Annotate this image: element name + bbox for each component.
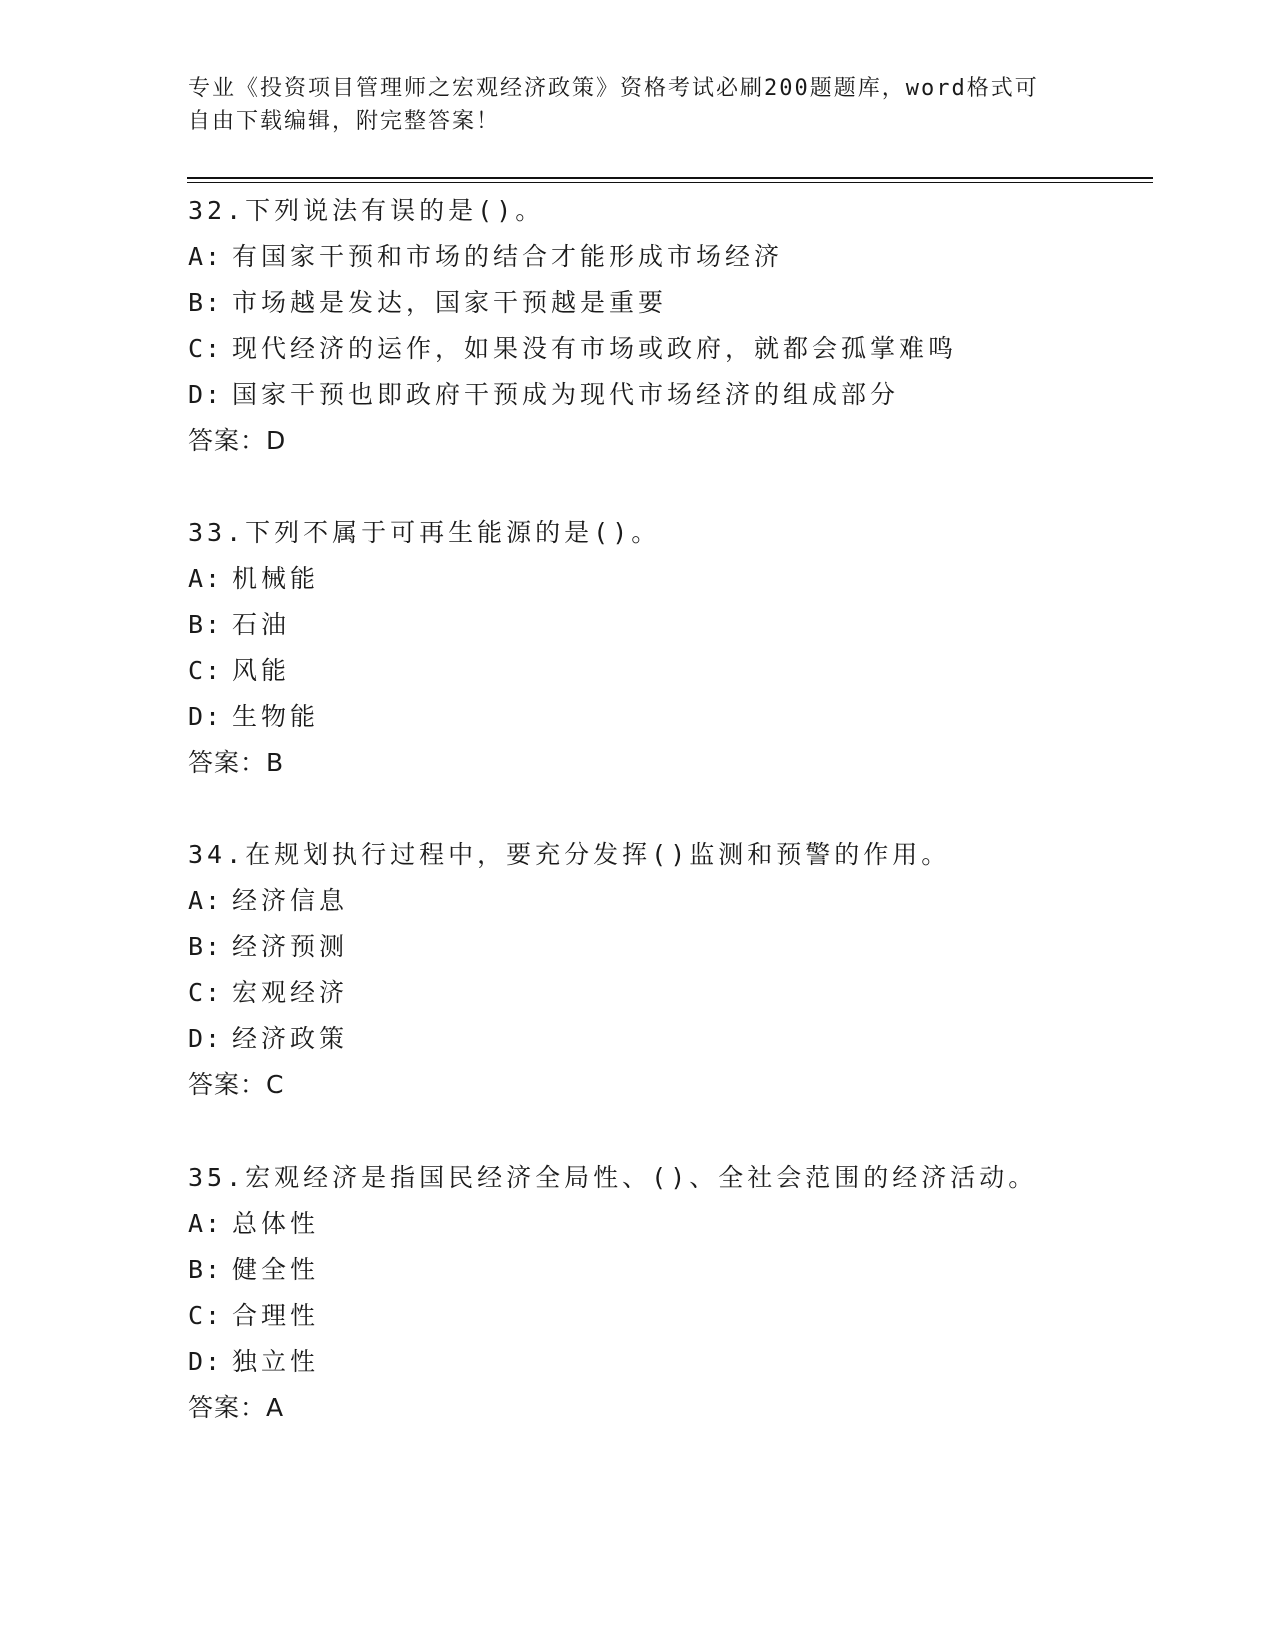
option-text: 石油: [232, 610, 291, 639]
answer-line: 答案：C: [188, 1070, 285, 1099]
option-label: D:: [188, 702, 223, 731]
option-text: 宏观经济: [232, 978, 349, 1007]
option-text: 经济政策: [232, 1024, 349, 1053]
option-text: 经济预测: [232, 932, 349, 961]
option-text: 风能: [232, 656, 291, 685]
option-text: 合理性: [232, 1301, 320, 1330]
option-c: [188, 648, 1148, 694]
option-c: [188, 970, 1148, 1016]
option-c: [188, 1293, 1148, 1339]
option-label: B:: [188, 932, 223, 961]
option-a: [188, 556, 1148, 602]
option-text: 机械能: [232, 564, 320, 593]
option-a: [188, 1201, 1148, 1247]
option-label: B:: [188, 1255, 223, 1284]
option-d: [188, 694, 1148, 740]
question-33: [188, 510, 1148, 786]
question-32: [188, 188, 1148, 464]
option-text: 现代经济的运作，如果没有市场或政府，就都会孤掌难鸣: [232, 334, 958, 363]
answer-line: 答案：D: [188, 426, 287, 455]
option-label: D:: [188, 1347, 223, 1376]
option-label: D:: [188, 380, 223, 409]
option-b: [188, 1247, 1148, 1293]
header-line-1: 专业《投资项目管理师之宏观经济政策》资格考试必刷200题题库，word格式可: [188, 76, 1039, 101]
option-label: C:: [188, 1301, 223, 1330]
option-b: [188, 602, 1148, 648]
option-label: A:: [188, 1209, 223, 1238]
option-text: 有国家干预和市场的结合才能形成市场经济: [232, 242, 784, 271]
option-label: B:: [188, 288, 223, 317]
question-stem: 32.下列说法有误的是()。: [188, 196, 545, 225]
header-divider-thin: [187, 182, 1153, 183]
option-text: 经济信息: [232, 886, 349, 915]
option-label: C:: [188, 334, 223, 363]
question-stem: 35.宏观经济是指国民经济全局性、()、全社会范围的经济活动。: [188, 1163, 1038, 1192]
question-stem: 34.在规划执行过程中，要充分发挥()监测和预警的作用。: [188, 840, 951, 869]
option-label: A:: [188, 242, 223, 271]
option-text: 市场越是发达，国家干预越是重要: [232, 288, 668, 317]
option-text: 生物能: [232, 702, 320, 731]
question-35: [188, 1155, 1148, 1431]
option-label: A:: [188, 564, 223, 593]
option-b: [188, 924, 1148, 970]
header-line-2: 自由下载编辑，附完整答案！: [188, 109, 501, 134]
option-text: 独立性: [232, 1347, 320, 1376]
option-d: [188, 1339, 1148, 1385]
option-a: [188, 878, 1148, 924]
option-c: [188, 326, 1148, 372]
option-label: C:: [188, 978, 223, 1007]
answer-line: 答案：B: [188, 748, 285, 777]
option-d: [188, 372, 1148, 418]
option-b: [188, 280, 1148, 326]
option-a: [188, 234, 1148, 280]
option-label: D:: [188, 1024, 223, 1053]
header-divider-thick: [187, 177, 1153, 179]
option-text: 总体性: [232, 1209, 320, 1238]
option-d: [188, 1016, 1148, 1062]
question-34: [188, 832, 1148, 1108]
option-text: 国家干预也即政府干预成为现代市场经济的组成部分: [232, 380, 900, 409]
option-text: 健全性: [232, 1255, 320, 1284]
option-label: B:: [188, 610, 223, 639]
document-header: [188, 72, 1068, 138]
question-stem: 33.下列不属于可再生能源的是()。: [188, 518, 661, 547]
answer-line: 答案：A: [188, 1393, 285, 1422]
option-label: C:: [188, 656, 223, 685]
option-label: A:: [188, 886, 223, 915]
